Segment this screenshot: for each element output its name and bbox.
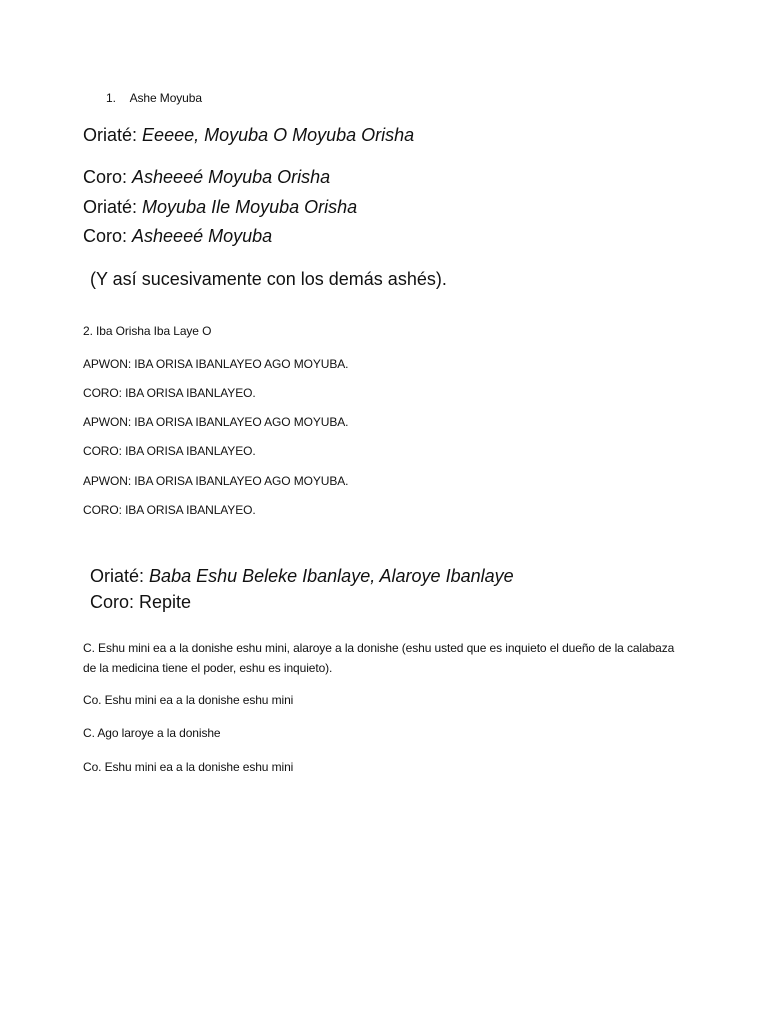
speaker-label: Coro: — [83, 167, 128, 187]
chant-line: CORO: IBA ORISA IBANLAYEO. — [83, 386, 256, 400]
chant-line: APWON: IBA ORISA IBANLAYEO AGO MOYUBA. — [83, 357, 349, 371]
verse-text: Asheeeé Moyuba Orisha — [132, 167, 331, 187]
section-1-number: 1. — [106, 91, 116, 105]
verse-text: Baba Eshu Beleke Ibanlaye, Alaroye Ibanlaye — [149, 566, 514, 586]
chant-line: APWON: IBA ORISA IBANLAYEO AGO MOYUBA. — [83, 415, 349, 429]
response-line: Co. Eshu mini ea a la donishe eshu mini — [83, 693, 294, 707]
section-1-heading — [106, 91, 202, 105]
speaker-label: Oriaté: — [90, 566, 145, 586]
chant-line: APWON: IBA ORISA IBANLAYEO AGO MOYUBA. — [83, 474, 349, 488]
oriate-line-2 — [83, 197, 357, 218]
verse-text: Moyuba Ile Moyuba Orisha — [142, 197, 358, 217]
section-2-title: 2. Iba Orisha Iba Laye O — [83, 324, 212, 338]
oriate-line-3 — [90, 566, 514, 587]
verse-text: Asheeeé Moyuba — [132, 226, 273, 246]
speaker-label: Oriaté: — [83, 197, 138, 217]
coro-line-1 — [83, 167, 330, 188]
speaker-label: Coro: — [83, 226, 128, 246]
coro-line-2 — [83, 226, 272, 247]
verse-text: Eeeee, Moyuba O Moyuba Orisha — [142, 125, 415, 145]
coro-repite-line: Coro: Repite — [90, 592, 192, 612]
call-paragraph: C. Eshu mini ea a la donishe eshu mini, alaroye a la donishe (eshu usted que es inquieto el dueño de la calabaza de la medicina tiene el poder, eshu es inquieto). — [83, 641, 675, 675]
section-1-note: (Y así sucesivamente con los demás ashés). — [90, 269, 447, 289]
oriate-line-1 — [83, 125, 414, 146]
section-1-title: Ashe Moyuba — [129, 91, 202, 105]
speaker-label: Oriaté: — [83, 125, 138, 145]
chant-line: CORO: IBA ORISA IBANLAYEO. — [83, 444, 256, 458]
response-line: Co. Eshu mini ea a la donishe eshu mini — [83, 760, 294, 774]
call-line: C. Ago laroye a la donishe — [83, 726, 221, 740]
chant-line: CORO: IBA ORISA IBANLAYEO. — [83, 503, 256, 517]
